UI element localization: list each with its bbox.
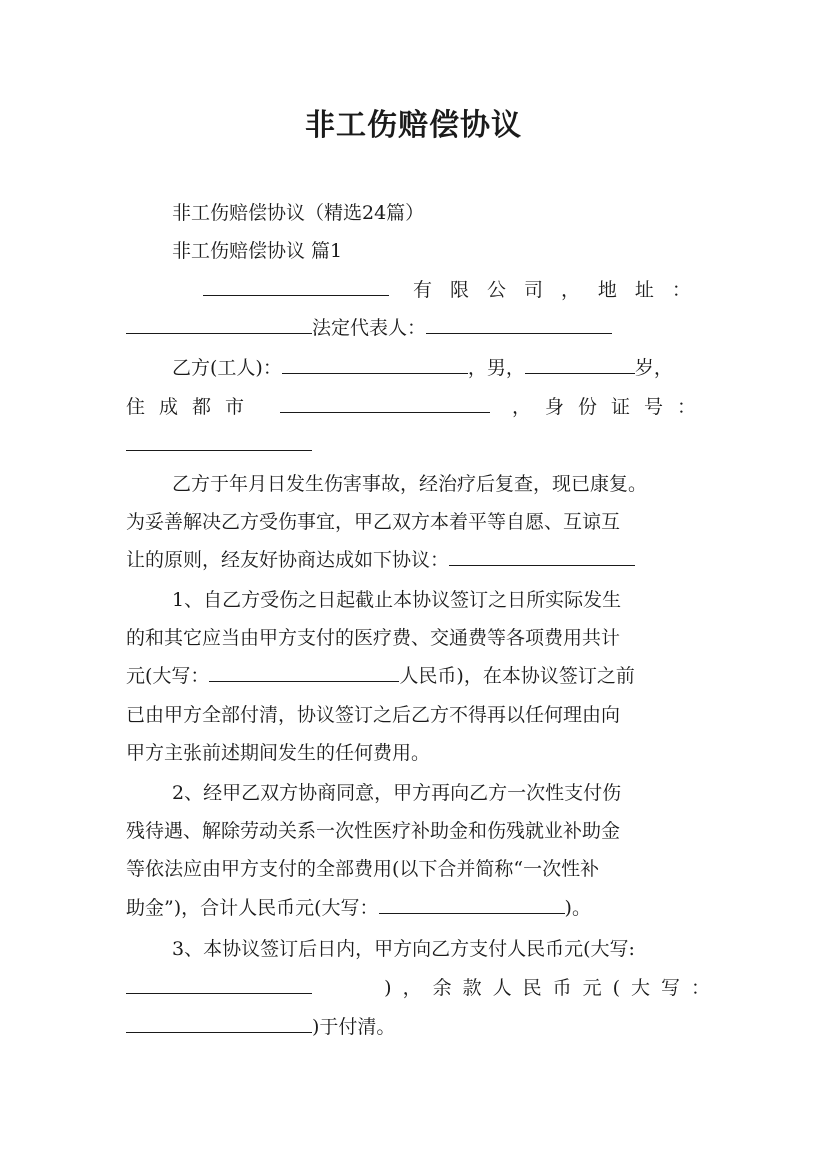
id-label: ，身份证号：: [511, 396, 710, 418]
preamble-line-1: 乙方于年月日发生伤害事故，经治疗后复查，现已康复。: [172, 473, 648, 495]
party-a-line: [203, 271, 691, 309]
clause1-line-3: [126, 657, 710, 695]
clause3-line-3: [126, 1008, 710, 1046]
clause1-amount-label: 元(大写：: [126, 665, 210, 687]
gender-text: ，男，: [467, 357, 525, 379]
clause1-line-4: 已由甲方全部付清，协议签订之后乙方不得再以任何理由向: [126, 704, 621, 726]
party-b-line: [172, 349, 710, 387]
preamble-line-3-text: 让的原则，经友好协商达成如下协议：: [126, 549, 450, 571]
clause2-close: )。: [564, 897, 591, 919]
clause3-balance-blank: [126, 1008, 312, 1033]
company-name-blank: [203, 271, 389, 296]
document-title: 非工伤赔偿协议: [305, 108, 522, 143]
clause3-close: )于付清。: [312, 1016, 396, 1038]
age-unit: 岁，: [634, 357, 673, 379]
company-address-label: 有 限 公 司 ， 地 址 ：: [413, 279, 691, 301]
clause2-line-1: 2、经甲乙双方协商同意，甲方再向乙方一次性支付伤: [172, 782, 622, 804]
preamble-line-3: [126, 541, 710, 579]
clause2-amount-label: 助金”)，合计人民币元(大写：: [126, 897, 379, 919]
clause3-balance-label: )，余款人民币元(大写：: [384, 977, 721, 999]
agreement-blank: [449, 541, 635, 566]
id-number-line: [126, 426, 710, 464]
residence-blank: [280, 388, 490, 413]
clause2-line-3: 等依法应由甲方支付的全部费用(以下合并简称“一次性补: [126, 858, 600, 880]
clause2-line-2: 残待遇、解除劳动关系一次性医疗补助金和伤残就业补助金: [126, 820, 621, 842]
worker-name-blank: [282, 349, 468, 374]
document-subtitle: 非工伤赔偿协议（精选24篇）: [172, 202, 425, 224]
clause2-amount-blank: [379, 889, 565, 914]
age-blank: [525, 349, 635, 374]
clause1-line-1: 1、自乙方受伤之日起截止本协议签订之日所实际发生: [172, 589, 622, 611]
clause3-line-2: [126, 969, 721, 1007]
residence-line: [126, 388, 710, 426]
legal-rep-blank: [426, 309, 612, 334]
address-blank: [126, 309, 312, 334]
clause1-amount-blank: [209, 657, 399, 682]
legal-rep-label: 法定代表人：: [312, 317, 427, 339]
legal-rep-line: [126, 309, 710, 347]
section-heading: 非工伤赔偿协议 篇1: [172, 240, 343, 262]
clause3-line-1: 3、本协议签订后日内，甲方向乙方支付人民币元(大写:: [172, 938, 635, 960]
party-b-label: 乙方(工人)：: [172, 357, 282, 379]
clause3-amount-blank: [126, 969, 312, 994]
id-number-blank: [126, 426, 312, 451]
clause1-line-2: 的和其它应当由甲方支付的医疗费、交通费等各项费用共计: [126, 627, 621, 649]
clause2-line-4: [126, 889, 710, 927]
clause1-line-3-rest: 人民币)，在本协议签订之前: [399, 665, 635, 687]
residence-label: 住成都市: [126, 396, 259, 418]
clause1-line-5: 甲方主张前述期间发生的任何费用。: [126, 742, 431, 764]
preamble-line-2: 为妥善解决乙方受伤事宜，甲乙双方本着平等自愿、互谅互: [126, 511, 621, 533]
